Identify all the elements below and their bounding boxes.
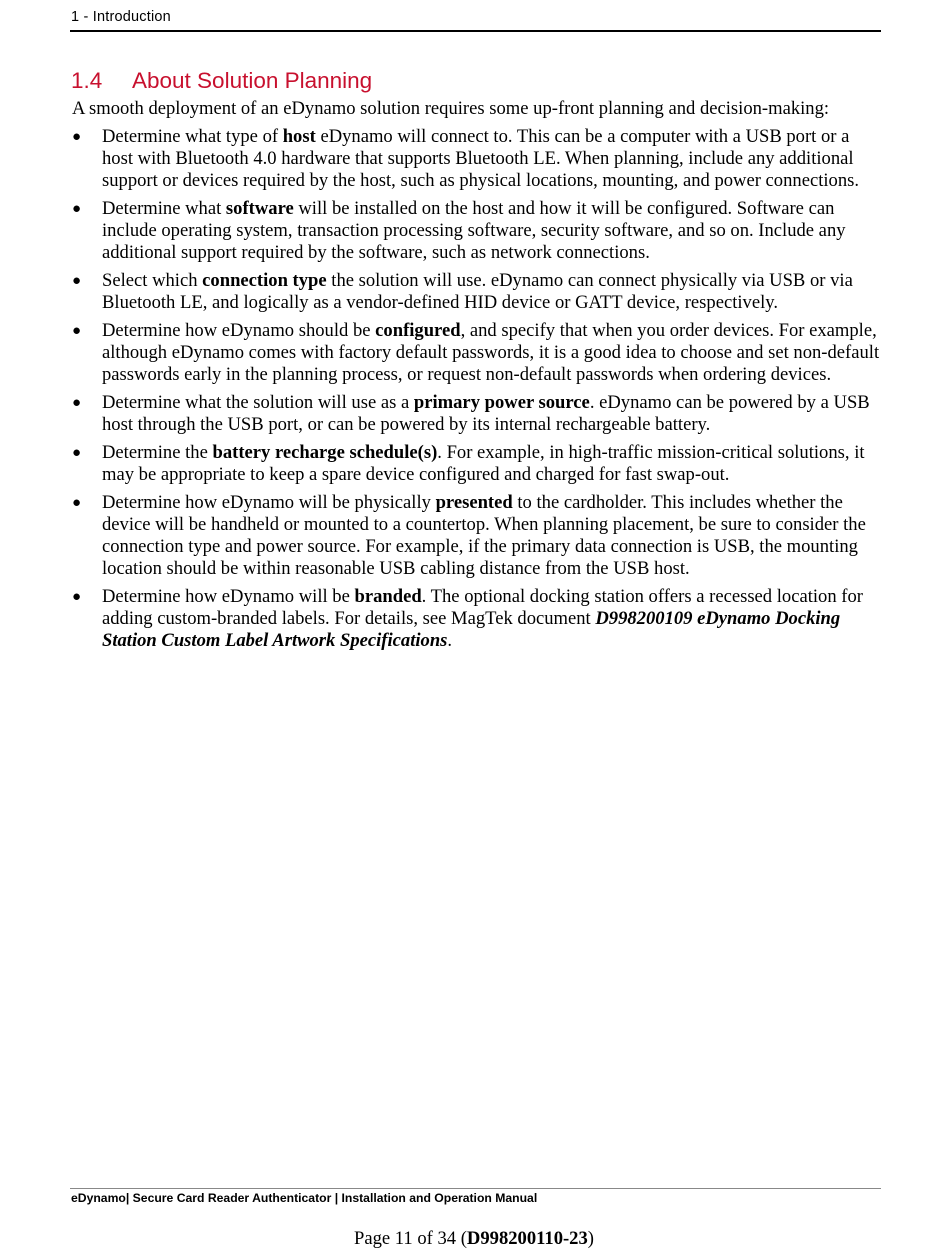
bullet-icon: ● [72, 129, 82, 145]
list-item-text: Select which [102, 270, 203, 291]
list-item-text: Determine how eDynamo will be physically [102, 492, 436, 513]
key-term: primary power source [413, 392, 590, 413]
bullet-icon: ● [72, 495, 82, 511]
list-item-text: Determine the [102, 442, 213, 463]
key-term: software [225, 198, 294, 219]
list-item-text: , and specify that when you order devices. For example, although eDynamo comes with factory default passwords, it is a good idea to choose and set non-default passwords early in the planning process, or request non-default passwords when ordering devices. [102, 320, 880, 385]
bullet-icon: ● [72, 323, 82, 339]
document-number: D998200110-23 [466, 1228, 588, 1249]
section-title: About Solution Planning [132, 68, 373, 93]
bullet-icon: ● [72, 395, 82, 411]
list-item-text: Determine what the solution will use as a [102, 392, 414, 413]
intro-paragraph: A smooth deployment of an eDynamo solution requires some up-front planning and decision-making: [72, 98, 830, 119]
list-item-text: eDynamo will connect to. This can be a computer with a USB port or a host with Bluetooth 4.0 hardware that supports Bluetooth LE. When planning, include any additional support or devices required by the host, such as physical locations, mounting, and power connections. [102, 126, 860, 191]
list-item-text: . eDynamo can be powered by a USB host through the USB port, or can be powered by its internal rechargeable battery. [102, 392, 870, 435]
footer-product-line: eDynamo| Secure Card Reader Authenticator | Installation and Operation Manual [71, 1191, 538, 1205]
list-item-text: the solution will use. eDynamo can connect physically via USB or via Bluetooth LE, and logically as a vendor-defined HID device or GATT device, respectively. [102, 270, 853, 313]
list-item-text: . For example, in high-traffic mission-critical solutions, it may be appropriate to keep a spare device configured and charged for fast swap-out. [102, 442, 865, 485]
list-item-text: Determine how eDynamo should be [102, 320, 376, 341]
list-item-text: . [447, 630, 453, 651]
list-item [72, 320, 882, 386]
list-item [72, 126, 882, 192]
list-item-text: Determine how eDynamo will be [102, 586, 355, 607]
key-term: battery recharge schedule(s) [212, 442, 438, 463]
running-header-title: 1 - Introduction [71, 9, 171, 25]
bullet-icon: ● [72, 589, 82, 605]
page-number [0, 1228, 948, 1250]
page-label-close: ) [587, 1228, 594, 1249]
key-term: connection type [202, 270, 327, 291]
list-item-text: . The optional docking station offers a recessed location for adding custom-branded labels. For details, see MagTek document [102, 586, 863, 629]
key-term: configured [375, 320, 461, 341]
list-item-text: Determine what [102, 198, 226, 219]
key-term: host [282, 126, 316, 147]
document-reference: D998200109 eDynamo Docking Station Custom Label Artwork Specifications [102, 608, 841, 651]
bullet-icon: ● [72, 201, 82, 217]
bullet-icon: ● [72, 273, 82, 289]
section-number: 1.4 [71, 68, 103, 93]
running-header [70, 8, 881, 32]
list-item [72, 586, 882, 652]
list-item-text: will be installed on the host and how it will be configured. Software can include operating system, transaction processing software, security software, and so on. Include any additional support required by the software, such as network connections. [102, 198, 846, 263]
list-item [72, 392, 882, 436]
page-label: Page 11 of 34 ( [354, 1228, 467, 1249]
bullet-icon: ● [72, 445, 82, 461]
list-item [72, 270, 882, 314]
list-item-text: Determine what type of [102, 126, 283, 147]
running-footer [70, 1188, 881, 1205]
list-item [72, 442, 882, 486]
list-item [72, 492, 882, 580]
key-term: branded [354, 586, 422, 607]
key-term: presented [435, 492, 513, 513]
planning-checklist [72, 126, 882, 658]
list-item [72, 198, 882, 264]
list-item-text: to the cardholder. This includes whether the device will be handheld or mounted to a countertop. When planning placement, be sure to consider the connection type and power source. For example, if the primary data connection is USB, the mounting location should be within reasonable USB cabling distance from the USB host. [102, 492, 866, 579]
section-heading [71, 68, 372, 94]
